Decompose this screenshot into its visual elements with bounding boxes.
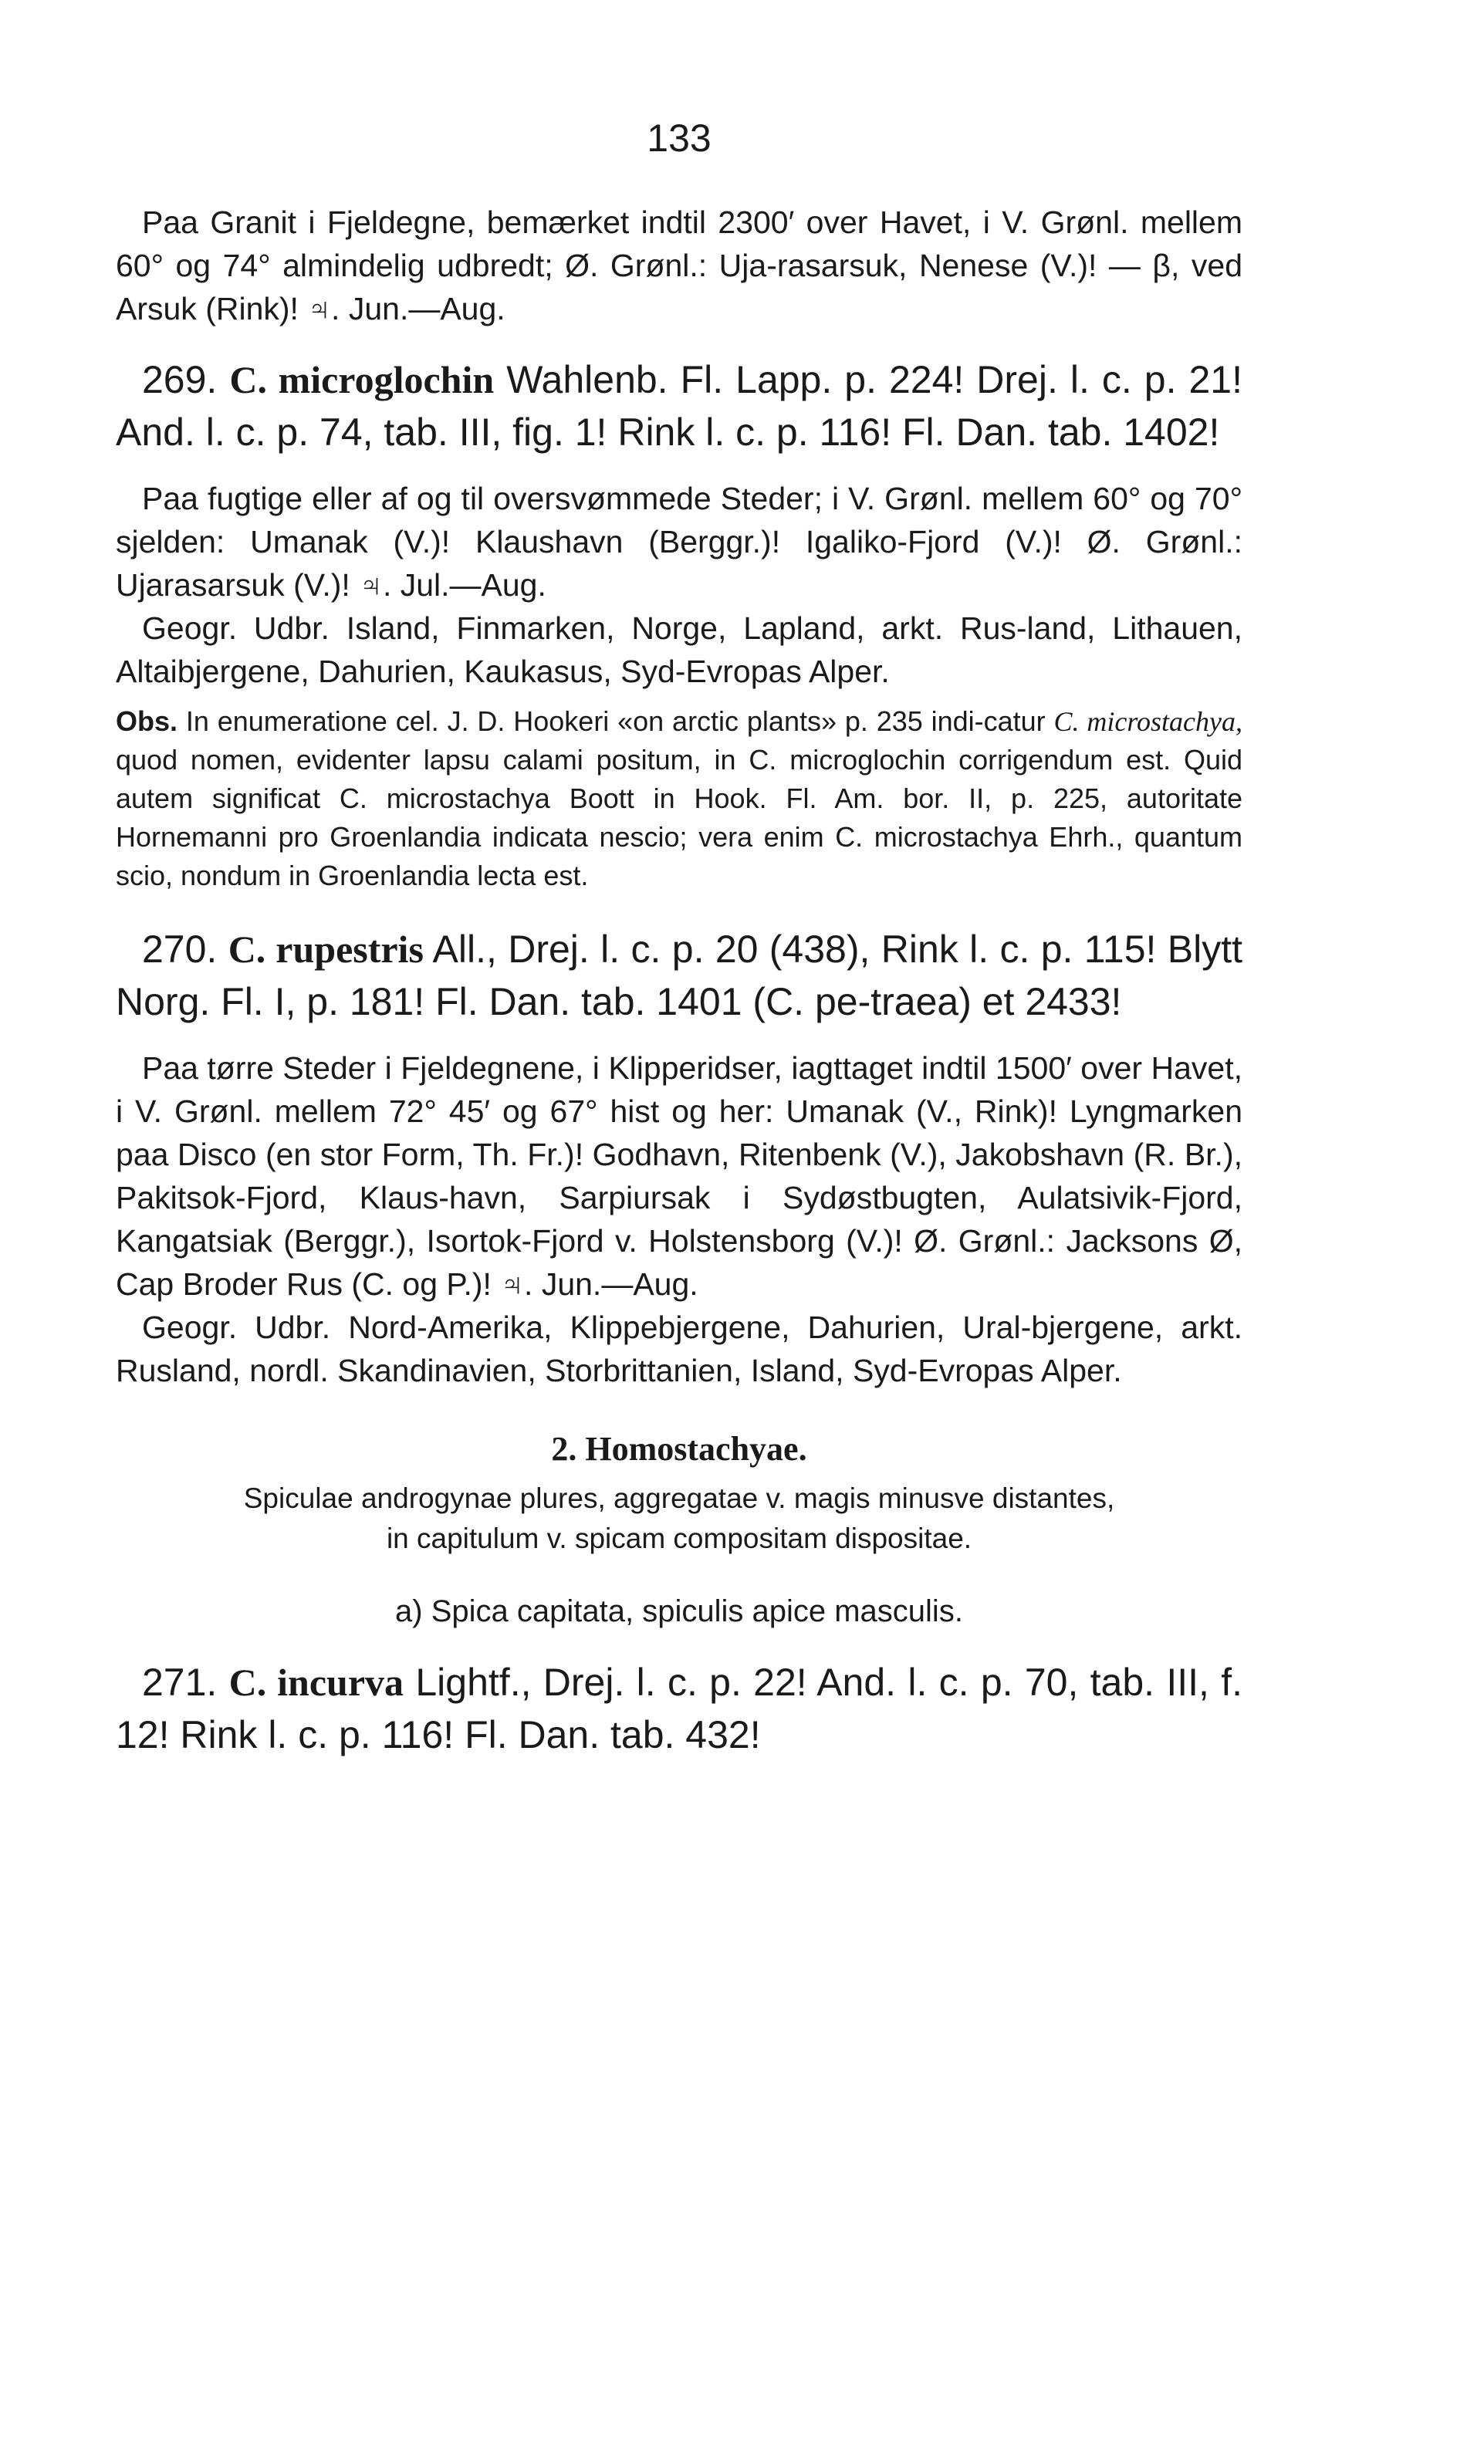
obs-text-a: In enumeratione cel. J. D. Hookeri «on arctic plants» p. 235 indi-catur — [185, 705, 1046, 737]
paragraph-distribution-270: Geogr. Udbr. Nord-Amerika, Klippebjergene, Dahurien, Ural-bjergene, arkt. Rusland, nordl. Skandinavien, Storbrittanien, Island, Syd-Evropas Alper. — [116, 1310, 1242, 1388]
observation-note — [116, 702, 1242, 895]
species-name: C. incurva — [228, 1661, 404, 1704]
species-name: C. rupestris — [228, 928, 424, 971]
section-description-line-1: Spiculae androgynae plures, aggregatae v. magis minusve distantes, — [243, 1482, 1115, 1514]
paragraph-habitat-269: Paa fugtige eller af og til oversvømmede Steder; i V. Grønl. mellem 60° og 70° sjelden: Umanak (V.)! Klaushavn (Berggr.)! Igaliko-Fjord (V.)! Ø. Grønl.: Ujarasarsuk (V.)! ♃. Jul.—Aug. — [116, 481, 1242, 603]
obs-italic-name: C. microstachya, — [1053, 706, 1242, 737]
section-description-line-2: in capitulum v. spicam compositam dispositae. — [386, 1523, 972, 1554]
entry-271 — [116, 1656, 1242, 1761]
obs-text-b: quod nomen, evidenter lapsu calami positum, in C. microglochin corrigendum est. Quid autem significat C. microstachya Boott in Hook. Fl. Am. bor. II, p. 225, autoritate Hornemanni pro Groenlandia indicata nescio; vera enim C. microstachya Ehrh., quantum scio, nondum in Groenlandia lecta est. — [116, 744, 1242, 891]
paragraph-habitat-270: Paa tørre Steder i Fjeldegnene, i Klipperidser, iagttaget indtil 1500′ over Havet, i V. Grønl. mellem 72° 45′ og 67° hist og her: Umanak (V., Rink)! Lyngmarken paa Disco (en stor Form, Th. Fr.)! Godhavn, Ritenbenk (V.), Jakobshavn (R. Br.), Pakitsok-Fjord, Klaus-havn, Sarpiursak i Sydøstbugten, Aulatsivik-Fjord, Kangatsiak (Berggr.), Isortok-Fjord v. Holstensborg (V.)! Ø. Grønl.: Jacksons Ø, Cap Broder Rus (C. og P.)! ♃. Jun.—Aug. — [116, 1050, 1242, 1302]
page-content — [116, 116, 1242, 1761]
section-title: 2. Homostachyae. — [551, 1430, 807, 1468]
entry-number: 270. — [142, 928, 218, 971]
subsection-title: a) Spica capitata, spiculis apice masculis. — [395, 1594, 963, 1628]
citation: All., Drej. l. c. p. 20 (438), Rink l. c. p. 115! Blytt Norg. Fl. I, p. 181! Fl. Dan. tab. 1401 (C. pe-traea) et 2433! — [116, 928, 1242, 1023]
entry-number: 269. — [142, 358, 218, 401]
obs-label: Obs. — [116, 705, 178, 737]
entry-269 — [116, 353, 1242, 458]
paragraph-habitat-268: Paa Granit i Fjeldegne, bemærket indtil 2300′ over Havet, i V. Grønl. mellem 60° og 74° almindelig udbredt; Ø. Grønl.: Uja-rasarsuk, Nenese (V.)! — β, ved Arsuk (Rink)! ♃. Jun.—Aug. — [116, 204, 1242, 326]
species-name: C. microglochin — [229, 358, 495, 401]
entry-270 — [116, 923, 1242, 1028]
page-number: 133 — [647, 117, 712, 160]
citation: Wahlenb. Fl. Lapp. p. 224! Drej. l. c. p. 21! And. l. c. p. 74, tab. III, fig. 1! Rink l. c. p. 116! Fl. Dan. tab. 1402! — [116, 358, 1242, 454]
paragraph-distribution-269: Geogr. Udbr. Island, Finmarken, Norge, Lapland, arkt. Rus-land, Lithauen, Altaibjergene, Dahurien, Kaukasus, Syd-Evropas Alper. — [116, 610, 1242, 689]
citation: Lightf., Drej. l. c. p. 22! And. l. c. p. 70, tab. III, f. 12! Rink l. c. p. 116! Fl. Dan. tab. 432! — [116, 1661, 1243, 1756]
entry-number: 271. — [142, 1661, 218, 1704]
